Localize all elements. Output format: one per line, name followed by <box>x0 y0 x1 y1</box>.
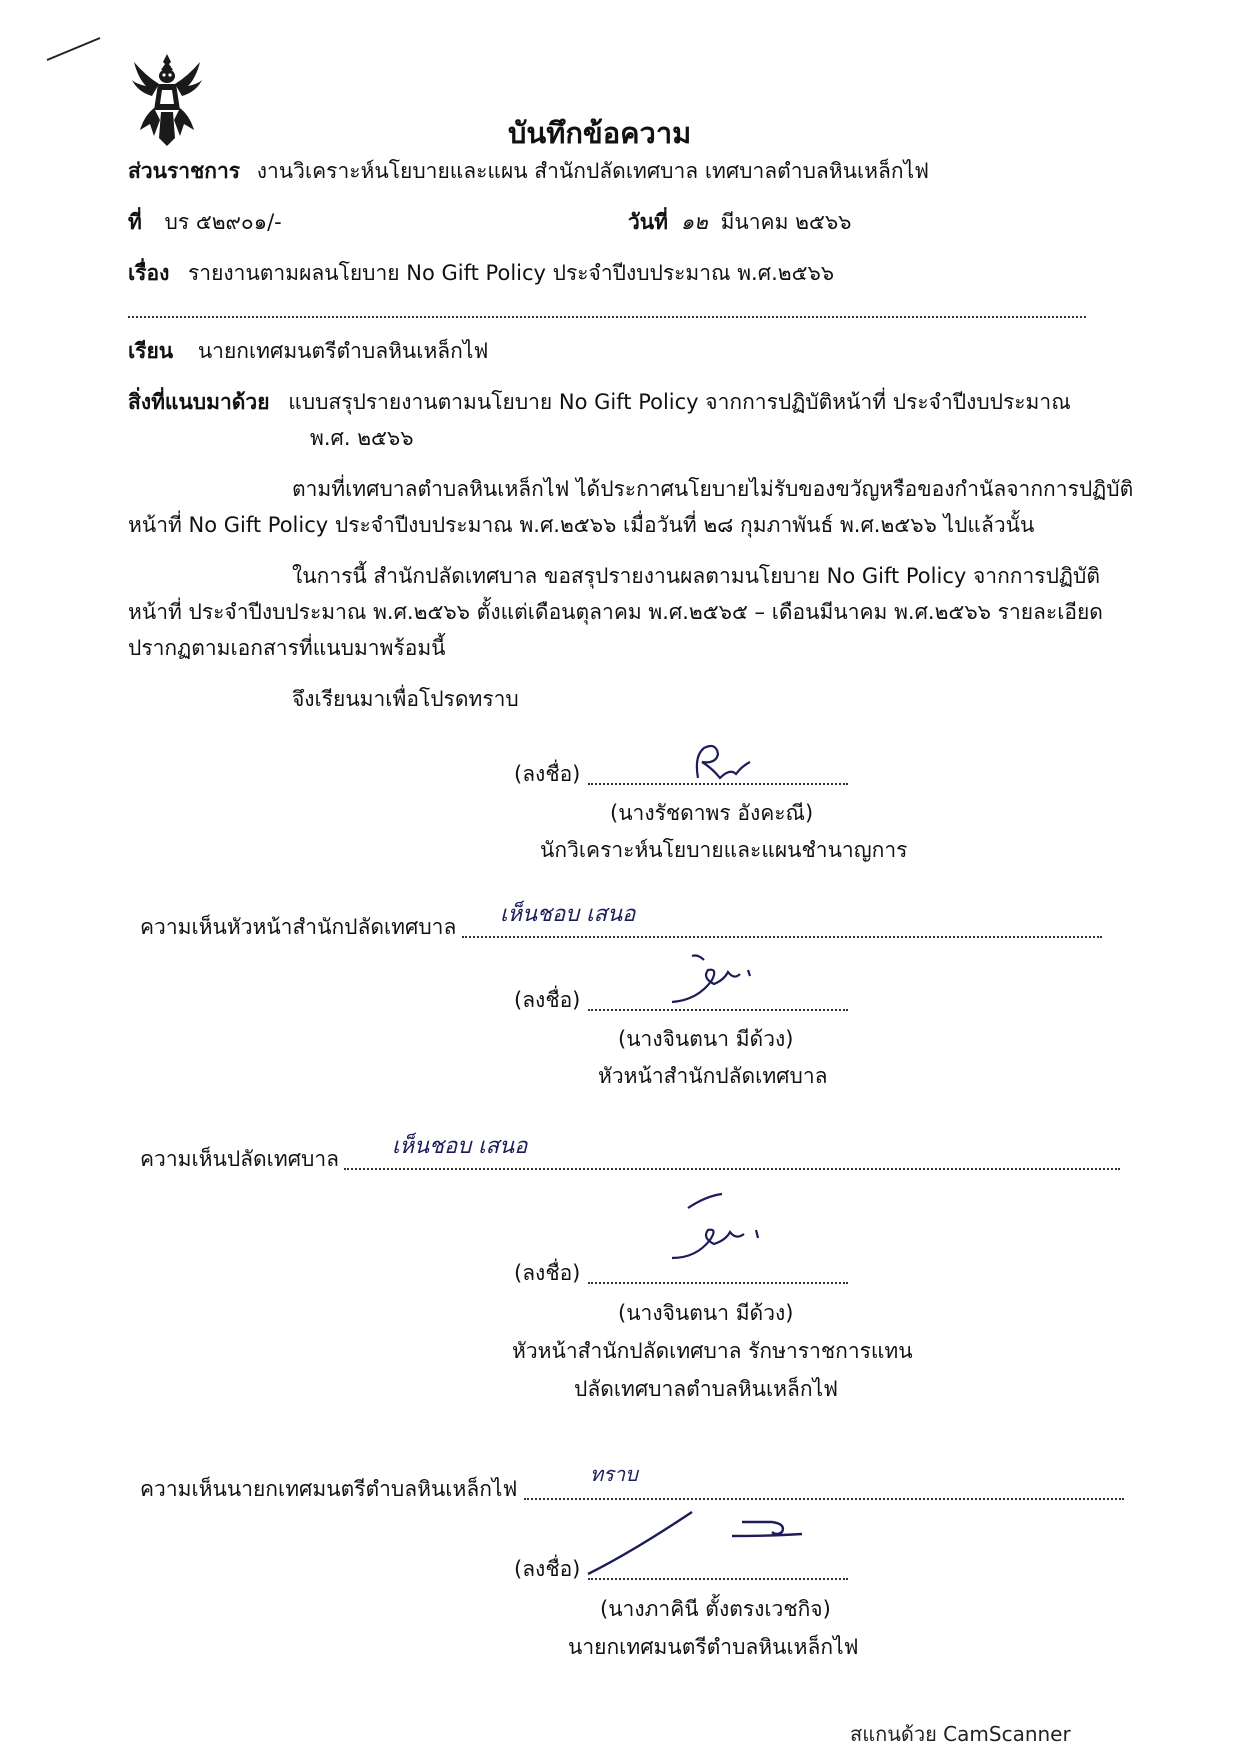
pen-mark <box>45 34 105 64</box>
opinion-3-label: ความเห็นนายกเทศมนตรีตำบลหินเหล็กไฟ <box>140 1477 518 1501</box>
date-month-year: มีนาคม ๒๕๖๖ <box>720 210 852 234</box>
header-divider <box>128 316 1086 318</box>
opinion-1-handwriting: เห็นชอบ เสนอ <box>500 902 636 927</box>
recipient-value: นายกเทศมนตรีตำบลหินเหล็กไฟ <box>197 339 489 363</box>
paragraph-2-line-1: ในการนี้ สำนักปลัดเทศบาล ขอสรุปรายงานผลตามนโยบาย No Gift Policy จากการปฏิบัติ <box>292 564 1100 588</box>
signer-3-position-1: หัวหน้าสำนักปลัดเทศบาล รักษาราชการแทน <box>512 1339 913 1363</box>
recipient-row <box>128 336 488 366</box>
date-row <box>628 207 852 237</box>
signature-4 <box>582 1502 812 1584</box>
closing-line: จึงเรียนมาเพื่อโปรดทราบ <box>292 687 519 711</box>
department-value: งานวิเคราะห์นโยบายและแผน สำนักปลัดเทศบาล เทศบาลตำบลหินเหล็กไฟ <box>256 159 930 183</box>
signer-4-position: นายกเทศมนตรีตำบลหินเหล็กไฟ <box>568 1635 859 1659</box>
signature-line-4 <box>588 1578 848 1580</box>
signer-3-name: (นางจินตนา มีด้วง) <box>618 1301 794 1325</box>
reference-value: บร ๕๒๙๐๑/- <box>164 210 282 234</box>
signer-1-position: นักวิเคราะห์นโยบายและแผนชำนาญการ <box>540 838 908 862</box>
sign-label-3: (ลงชื่อ) <box>514 1261 581 1285</box>
subject-value: รายงานตามผลนโยบาย No Gift Policy ประจำปีงบประมาณ พ.ศ.๒๕๖๖ <box>188 261 835 285</box>
paragraph-2-line-3: ปรากฏตามเอกสารที่แนบมาพร้อมนี้ <box>128 636 446 660</box>
attachment-line-1: แบบสรุปรายงานตามนโยบาย No Gift Policy จากการปฏิบัติหน้าที่ ประจำปีงบประมาณ <box>288 390 1071 414</box>
signer-2-name: (นางจินตนา มีด้วง) <box>618 1027 794 1051</box>
attachment-label: สิ่งที่แนบมาด้วย <box>128 390 270 414</box>
date-label: วันที่ <box>628 210 668 234</box>
paragraph-2-line-2: หน้าที่ ประจำปีงบประมาณ พ.ศ.๒๕๖๖ ตั้งแต่เดือนตุลาคม พ.ศ.๒๕๖๕ – เดือนมีนาคม พ.ศ.๒๕๖๖ รายละเอียด <box>128 600 1103 624</box>
date-day: ๑๒ <box>680 210 708 234</box>
opinion-3-handwriting: ทราบ <box>590 1462 638 1486</box>
attachment-line-2: พ.ศ. ๒๕๖๖ <box>310 426 414 450</box>
recipient-label: เรียน <box>128 339 174 363</box>
subject-row <box>128 258 834 288</box>
subject-label: เรื่อง <box>128 261 170 285</box>
garuda-emblem-icon <box>128 50 206 148</box>
signer-3-position-2: ปลัดเทศบาลตำบลหินเหล็กไฟ <box>574 1377 839 1401</box>
paragraph-1-line-2: หน้าที่ No Gift Policy ประจำปีงบประมาณ พ.ศ.๒๕๖๖ เมื่อวันที่ ๒๘ กุมภาพันธ์ พ.ศ.๒๕๖๖ ไปแล้วนั้น <box>128 513 1035 537</box>
reference-label: ที่ <box>128 210 142 234</box>
signature-1 <box>690 738 760 788</box>
signature-line-3 <box>588 1282 848 1284</box>
signature-2 <box>668 950 768 1010</box>
signer-4-name: (นางภาคินี ตั้งตรงเวชกิจ) <box>600 1597 831 1621</box>
paragraph-1-line-1: ตามที่เทศบาลตำบลหินเหล็กไฟ ได้ประกาศนโยบายไม่รับของขวัญหรือของกำนัลจากการปฏิบัติ <box>292 477 1134 501</box>
signer-2-position: หัวหน้าสำนักปลัดเทศบาล <box>598 1064 828 1088</box>
reference-row <box>128 207 282 237</box>
memo-title: บันทึกข้อความ <box>508 116 692 150</box>
opinion-2-handwriting: เห็นชอบ เสนอ <box>392 1134 528 1159</box>
sign-label-1: (ลงชื่อ) <box>514 762 581 786</box>
sign-label-2: (ลงชื่อ) <box>514 988 581 1012</box>
opinion-3-line <box>524 1498 1124 1500</box>
scanner-watermark: สแกนด้วย CamScanner <box>850 1722 1071 1746</box>
department-row <box>128 156 929 186</box>
opinion-2-line <box>344 1168 1120 1170</box>
attachment-row <box>128 387 1071 417</box>
department-label: ส่วนราชการ <box>128 159 241 183</box>
opinion-1-line <box>462 936 1102 938</box>
sign-label-4: (ลงชื่อ) <box>514 1557 581 1581</box>
signature-3 <box>666 1188 776 1268</box>
opinion-1-label: ความเห็นหัวหน้าสำนักปลัดเทศบาล <box>140 915 457 939</box>
opinion-2-label: ความเห็นปลัดเทศบาล <box>140 1147 340 1171</box>
signer-1-name: (นางรัชดาพร อังคะณี) <box>610 801 814 825</box>
